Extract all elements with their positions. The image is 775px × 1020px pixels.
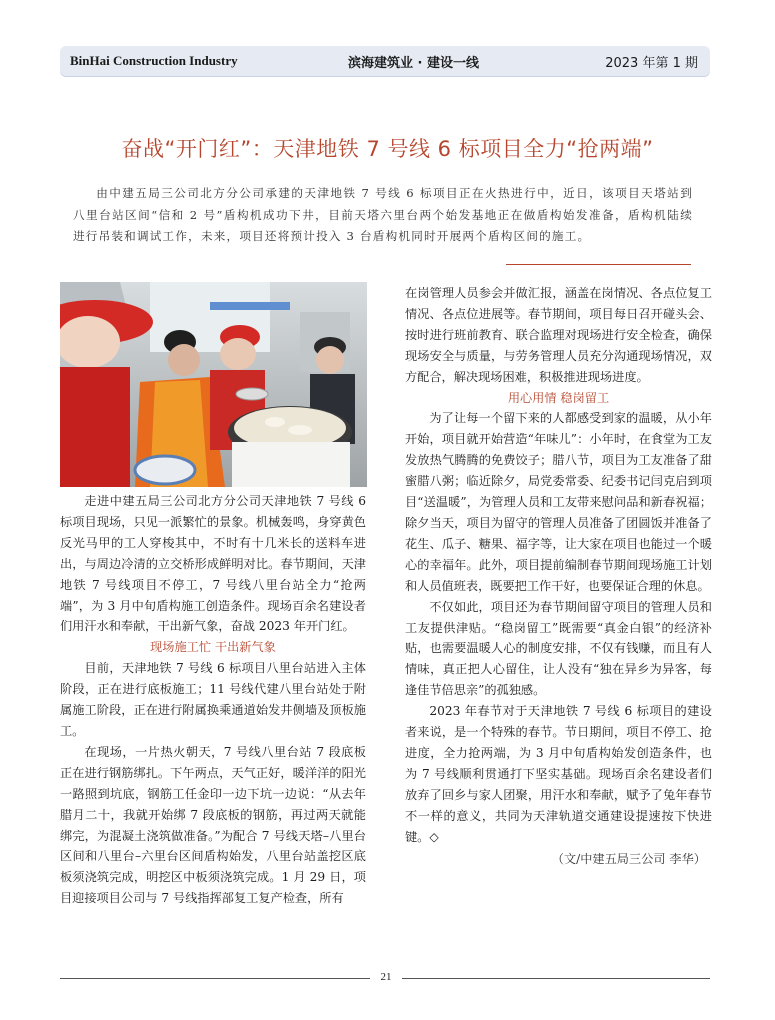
page-number: 21: [370, 971, 402, 983]
article-photo: [60, 282, 367, 487]
body-paragraph: 不仅如此，项目还为春节期间留守项目的管理人员和工友提供津贴。“稳岗留工”既需要“真金白银”的经济补贴，也需要温暖人心的制度安排，不仅有钱赚，而且有人情味，真正把人心留住，让人没有“独在异乡为异客，每逢佳节倍思亲”的孤独感。: [405, 599, 712, 698]
left-column: [60, 491, 366, 909]
right-column: [405, 283, 712, 870]
masthead-english-title: BinHai Construction Industry: [70, 53, 238, 68]
masthead-section-title: 滨海建筑业 · 建设一线: [348, 56, 479, 71]
lead-paragraph: 由中建五局三公司北方分公司承建的天津地铁 7 号线 6 标项目正在火热进行中，近日，该项目天塔站到八里台站区间“信和 2 号”盾构机成功下井，目前天塔六里台两个始发基地正在做盾构始发准备，盾构机陆续进行吊装和调试工作，未来，项目还将预计投入 3 台盾构机同时开展两个盾构区间的施工。: [73, 186, 693, 243]
article-title: 奋战“开门红”：天津地铁 7 号线 6 标项目全力“抢两端”: [121, 137, 654, 161]
issue-number: 2023 年第 1 期: [605, 56, 698, 71]
body-paragraph: 在现场，一片热火朝天，7 号线八里台站 7 段底板正在进行钢筋绑扎。下午两点，天气正好，暖洋洋的阳光一路照到坑底，钢筋工任金印一边下坑一边说：“从去年腊月二十，我就开始绑 7 段底板的钢筋，再过两天就能绑完，为混凝土浇筑做准备。”为配合 7 号线天塔–八里台区间和八里台–六里台区间盾构始发，八里台站盖挖区底板须浇筑完成，明挖区中板须浇筑完成。1 月 29 日，项目迎接项目公司与 7 号线指挥部复工复产检查，所有: [60, 744, 366, 906]
masthead-bar: [60, 46, 710, 76]
body-paragraph: 走进中建五局三公司北方分公司天津地铁 7 号线 6 标项目现场，只见一派繁忙的景象。机械轰鸣，身穿黄色反光马甲的工人穿梭其中，不时有十几米长的送料车进出，与周边冷清的立交桥形成鲜明对比。春节期间，天津地铁 7 号线项目不停工，7 号线八里台站全力“抢两端”，为 3 月中旬盾构施工创造条件。现场百余名建设者们用汗水和奉献，干出新气象，奋战 2023 年开门红。: [60, 494, 366, 634]
section-heading-construction: 现场施工忙 干出新气象: [150, 640, 276, 655]
article-lead: [73, 183, 693, 248]
body-paragraph-continued: 在岗管理人员参会并做汇报，涵盖在岗情况、各点位复工情况、各点位进展等。春节期间，项目每日召开碰头会、按时进行班前教育、联合监理对现场进行安全检查，确保现场安全与质量，与劳务管理人员充分沟通现场情况，双方配合，解决现场困难，积极推进现场进度。: [405, 286, 712, 384]
body-paragraph: 为了让每一个留下来的人都感受到家的温暖，从小年开始，项目就开始营造“年味儿”：小年时，在食堂为工友发放热气腾腾的免费饺子；腊八节，项目为工友准备了甜蜜腊八粥；临近除夕，局党委常委、纪委书记闫克启到项目“送温暖”，为管理人员和工友带来慰问品和新春祝福；除夕当天，项目为留守的管理人员准备了团圆饭并准备了花生、瓜子、糖果、福字等，让大家在项目也能过一个暖心的幸福年。此外，项目提前编制春节期间现场施工计划和人员值班表，既要把工作干好，也要保证合理的休息。: [405, 411, 712, 593]
section-heading-retention: 用心用情 稳岗留工: [507, 390, 610, 405]
lead-divider: [506, 264, 691, 265]
photo-illustration: [60, 282, 367, 487]
article-byline: （文/中建五局三公司 李华）: [551, 852, 706, 867]
body-paragraph: 2023 年春节对于天津地铁 7 号线 6 标项目的建设者来说，是一个特殊的春节。节日期间，项目不停工、抢进度，全力抢两端，为 3 月中旬盾构始发创造条件，也为 7 号线顺利贯通打下坚实基础。现场百余名建设者们放弃了回乡与家人团聚，用汗水和奉献，赋予了兔年春节不一样的意义，共同为天津轨道交通建设提速按下快进键。◇: [405, 704, 712, 844]
body-paragraph: 目前，天津地铁 7 号线 6 标项目八里台站进入主体阶段，正在进行底板施工；11 号线代建八里台站处于附属施工阶段，正在进行附属换乘通道始发井侧墙及顶板施工。: [60, 661, 366, 738]
